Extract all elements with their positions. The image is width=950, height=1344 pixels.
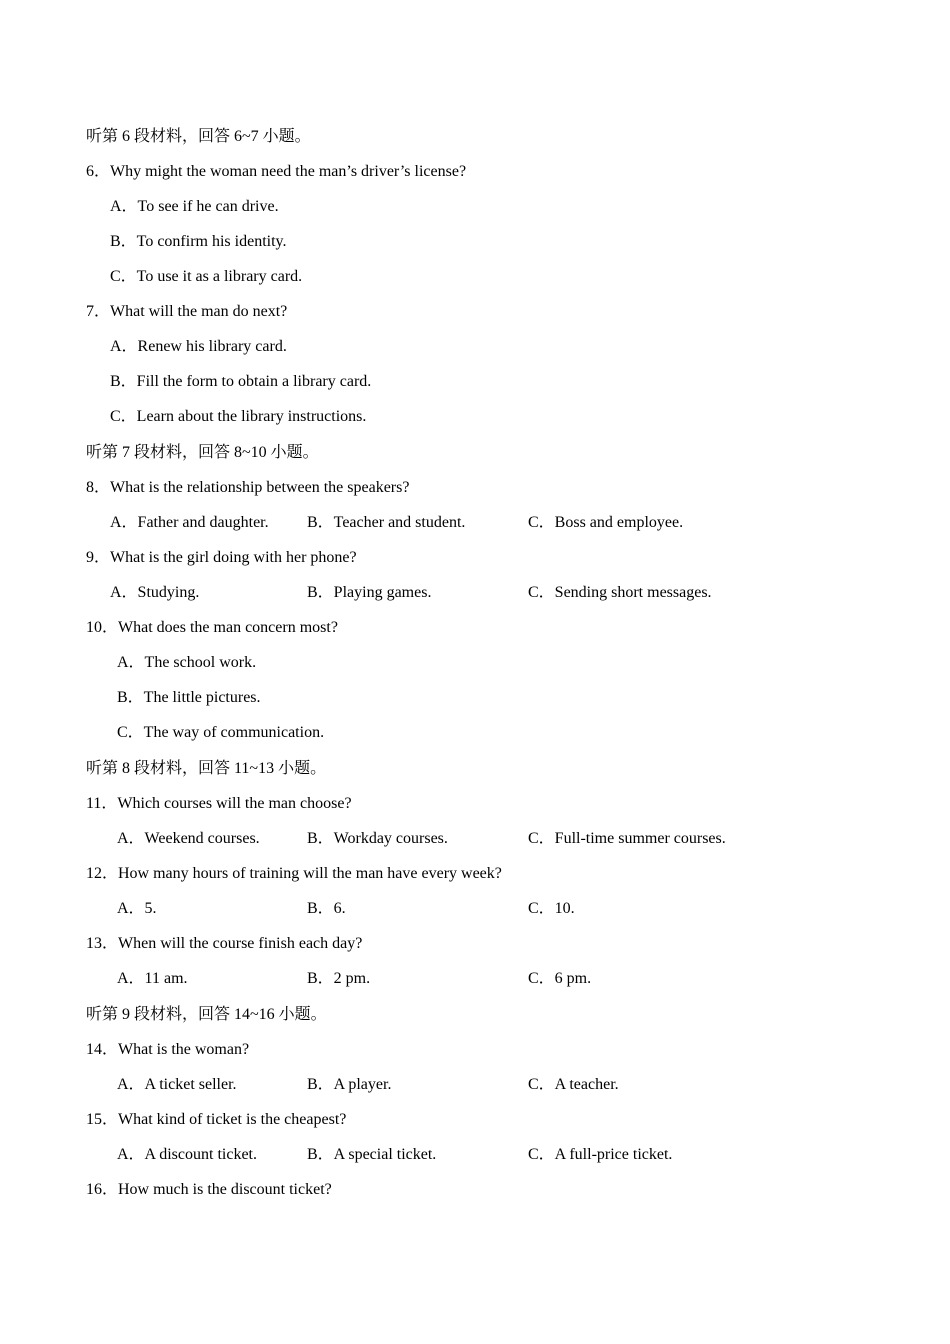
option-13b: B．2 pm. — [307, 970, 371, 987]
option-6a: A．To see if he can drive. — [110, 198, 279, 215]
option-9c: C．Sending short messages. — [528, 584, 712, 601]
question-8: 8．What is the relationship between the speakers? — [86, 479, 410, 496]
option-11b: B．Workday courses. — [307, 830, 448, 847]
section-heading: 听第 8 段材料，回答 11~13 小题。 — [86, 760, 327, 777]
option-12a: A．5. — [117, 900, 157, 917]
section-heading: 听第 6 段材料，回答 6~7 小题。 — [86, 128, 311, 145]
option-15b: B．A special ticket. — [307, 1146, 437, 1163]
question-11: 11．Which courses will the man choose? — [86, 795, 352, 812]
option-15c: C．A full-price ticket. — [528, 1146, 673, 1163]
option-8b: B．Teacher and student. — [307, 514, 466, 531]
option-8a: A．Father and daughter. — [110, 514, 269, 531]
question-7: 7．What will the man do next? — [86, 303, 288, 320]
option-12b: B．6. — [307, 900, 346, 917]
option-7a: A．Renew his library card. — [110, 338, 287, 355]
option-15a: A．A discount ticket. — [117, 1146, 257, 1163]
section-heading: 听第 9 段材料，回答 14~16 小题。 — [86, 1006, 327, 1023]
option-6b: B．To confirm his identity. — [110, 233, 287, 250]
section-heading: 听第 7 段材料，回答 8~10 小题。 — [86, 444, 319, 461]
option-10a: A．The school work. — [117, 654, 257, 671]
option-10b: B．The little pictures. — [117, 689, 261, 706]
option-6c: C．To use it as a library card. — [110, 268, 303, 285]
option-11a: A．Weekend courses. — [117, 830, 260, 847]
option-14c: C．A teacher. — [528, 1076, 619, 1093]
option-7b: B．Fill the form to obtain a library card. — [110, 373, 372, 390]
option-13a: A．11 am. — [117, 970, 188, 987]
option-10c: C．The way of communication. — [117, 724, 325, 741]
option-12c: C．10. — [528, 900, 575, 917]
option-13c: C．6 pm. — [528, 970, 592, 987]
option-14b: B．A player. — [307, 1076, 392, 1093]
question-12: 12．How many hours of training will the man have every week? — [86, 865, 502, 882]
question-14: 14．What is the woman? — [86, 1041, 250, 1058]
question-6: 6．Why might the woman need the man’s driver’s license? — [86, 163, 467, 180]
question-9: 9．What is the girl doing with her phone? — [86, 549, 357, 566]
option-9a: A．Studying. — [110, 584, 200, 601]
question-10: 10．What does the man concern most? — [86, 619, 338, 636]
question-16: 16．How much is the discount ticket? — [86, 1181, 332, 1198]
option-7c: C．Learn about the library instructions. — [110, 408, 367, 425]
option-14a: A．A ticket seller. — [117, 1076, 237, 1093]
question-13: 13．When will the course finish each day? — [86, 935, 363, 952]
question-15: 15．What kind of ticket is the cheapest? — [86, 1111, 347, 1128]
option-8c: C．Boss and employee. — [528, 514, 684, 531]
option-11c: C．Full-time summer courses. — [528, 830, 726, 847]
option-9b: B．Playing games. — [307, 584, 432, 601]
